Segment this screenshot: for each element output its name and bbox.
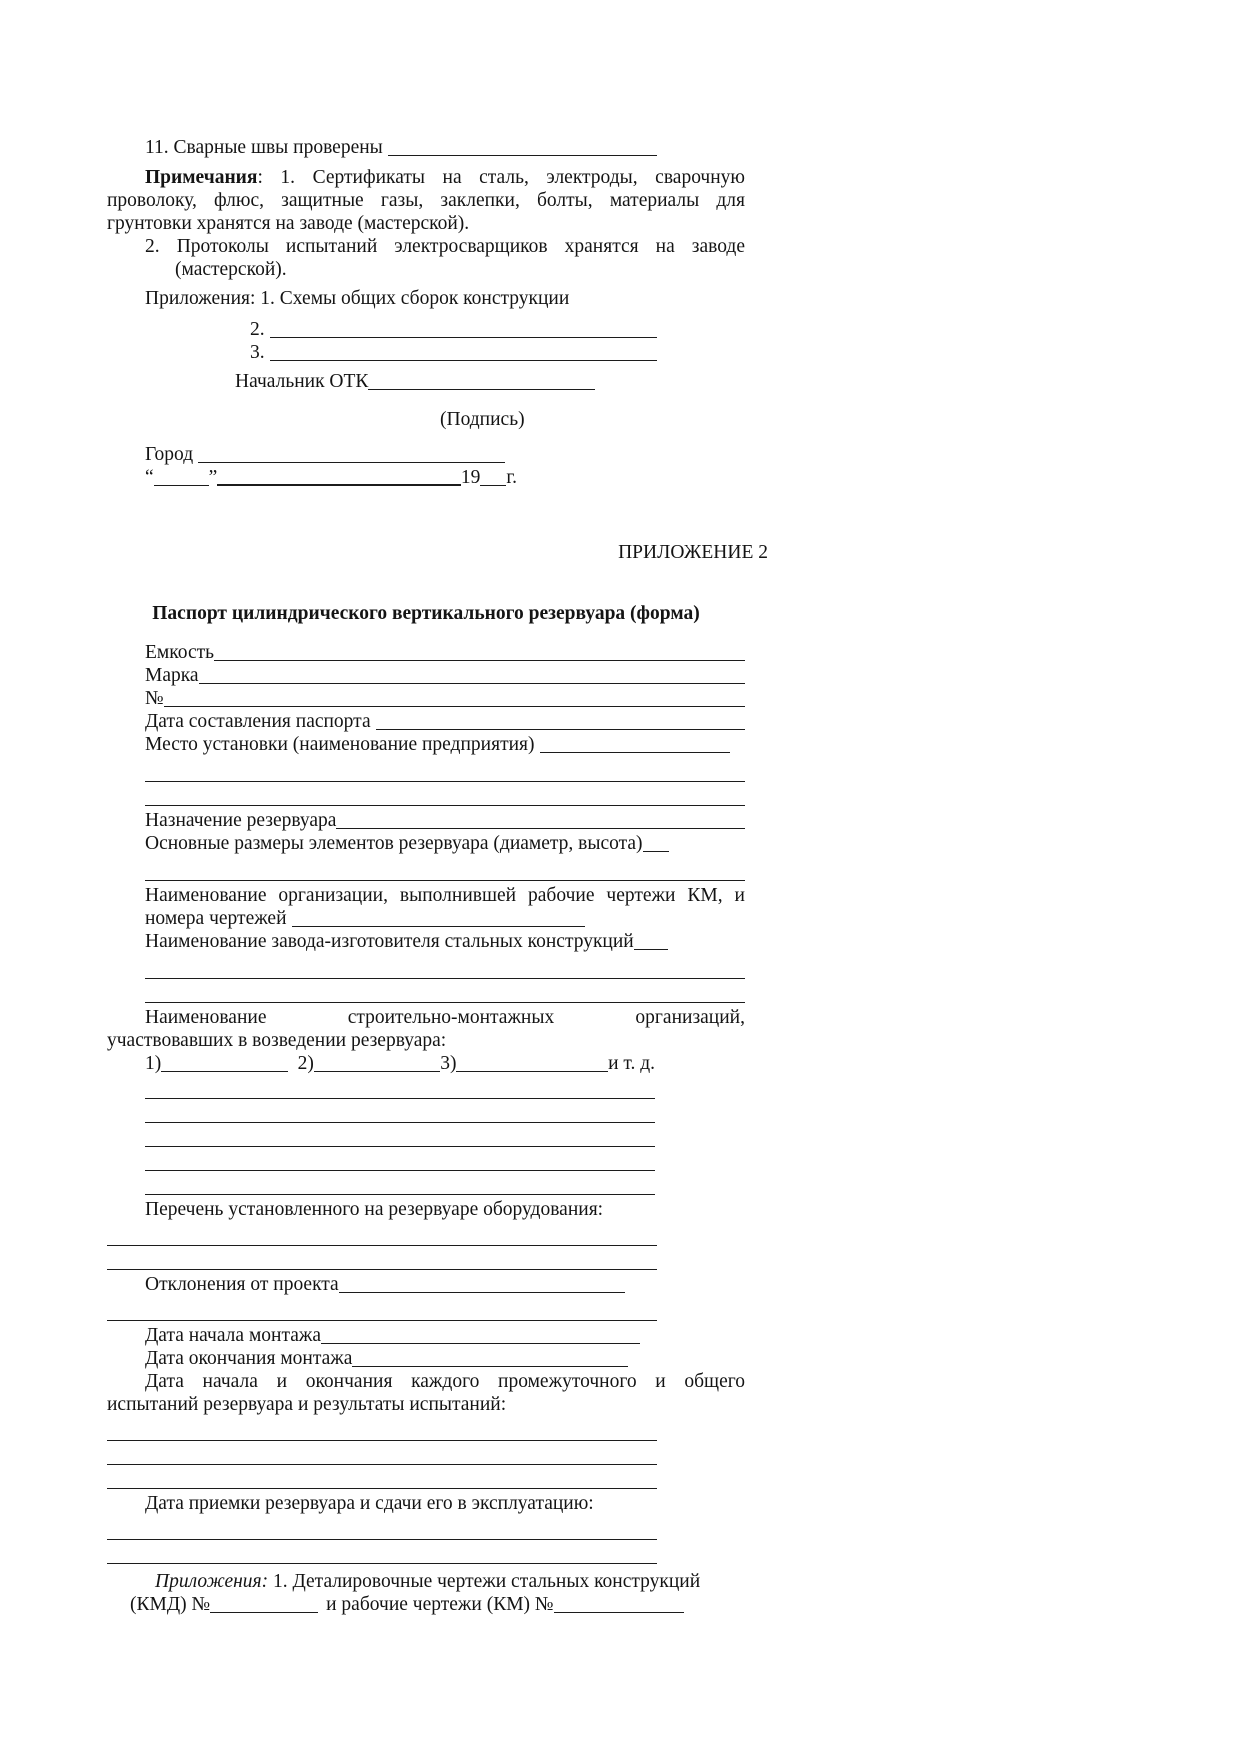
tests-line-1: Дата начала и окончания каждого промежуточного и общего xyxy=(145,1371,745,1392)
notes-item-2-line-2: (мастерской). xyxy=(175,259,287,280)
blank-line xyxy=(145,1102,655,1123)
notes-line-1 xyxy=(107,166,745,189)
manufacturer-label: Наименование завода-изготовителя стальных конструкций xyxy=(145,931,634,952)
montage-end-label: Дата окончания монтажа xyxy=(145,1348,353,1369)
field-mark xyxy=(145,664,745,687)
blank-line xyxy=(145,785,745,806)
field-passport-date xyxy=(145,710,745,733)
blank-line xyxy=(107,1225,657,1246)
blank-line xyxy=(145,1150,655,1171)
km-label: и рабочие чертежи (КМ) № xyxy=(326,1594,554,1615)
blank-fill xyxy=(314,1071,440,1072)
attachments-bottom-line-2 xyxy=(130,1593,745,1616)
enum-2-label: 2) xyxy=(297,1053,314,1074)
blank-fill xyxy=(480,485,506,486)
blank-fill xyxy=(643,851,669,852)
blank-fill xyxy=(210,1612,318,1613)
city-line xyxy=(145,443,505,466)
blank-line xyxy=(107,1444,657,1465)
blank-fill xyxy=(270,337,657,338)
blank-fill xyxy=(634,949,668,950)
field-drawing-numbers xyxy=(145,907,585,930)
blank-line xyxy=(145,860,745,881)
blank-line xyxy=(145,761,745,782)
notes-line-2: проволоку, флюс, защитные газы, заклепки, болты, материалы для xyxy=(107,190,745,211)
year-suffix: г. xyxy=(506,467,517,488)
signature-caption: (Подпись) xyxy=(440,409,525,430)
blank-fill xyxy=(388,155,657,156)
blank-fill xyxy=(554,1612,684,1613)
blank-line xyxy=(107,1519,657,1540)
blank-line xyxy=(107,1249,657,1270)
blank-fill xyxy=(336,828,745,829)
attachment-2-label: 2. xyxy=(250,319,265,340)
blank-fill xyxy=(217,484,461,486)
appendix-2-heading: ПРИЛОЖЕНИЕ 2 xyxy=(618,542,768,563)
blank-line xyxy=(145,1078,655,1099)
date-line xyxy=(145,466,517,489)
attachment-item-3 xyxy=(250,341,657,364)
blank-fill xyxy=(161,1071,287,1072)
install-place-label: Место установки (наименование предприятия) xyxy=(145,734,535,755)
weld-seams-label: 11. Сварные швы проверены xyxy=(145,137,383,158)
mark-label: Марка xyxy=(145,665,199,686)
blank-fill xyxy=(154,485,209,486)
capacity-label: Емкость xyxy=(145,642,215,663)
field-dimensions xyxy=(145,832,745,855)
blank-fill xyxy=(292,926,585,927)
year-prefix: 19 xyxy=(460,467,481,488)
blank-line xyxy=(107,1543,657,1564)
design-org-line: Наименование организации, выполнившей рабочие чертежи КМ, и xyxy=(145,885,745,906)
blank-fill xyxy=(164,706,745,707)
enum-1-label: 1) xyxy=(145,1053,162,1074)
blank-fill xyxy=(214,660,745,661)
field-montage-start xyxy=(145,1324,640,1347)
blank-fill xyxy=(339,1292,625,1293)
enum-3-label: 3) xyxy=(440,1053,457,1074)
passport-date-label: Дата составления паспорта xyxy=(145,711,371,732)
enum-etc-label: и т. д. xyxy=(608,1053,656,1074)
attachments-heading-line: Приложения: 1. Схемы общих сборок конструкции xyxy=(145,288,570,309)
equipment-heading: Перечень установленного на резервуаре оборудования: xyxy=(145,1199,604,1220)
blank-fill xyxy=(199,683,745,684)
close-quote: ” xyxy=(208,467,218,488)
blank-line xyxy=(107,1468,657,1489)
purpose-label: Назначение резервуара xyxy=(145,810,337,831)
blank-fill xyxy=(368,389,595,390)
blank-line xyxy=(107,1300,657,1321)
field-number xyxy=(145,687,745,710)
notes-label: Примечания xyxy=(145,167,258,188)
number-label: № xyxy=(145,688,164,709)
field-montage-end xyxy=(145,1347,628,1370)
drawing-numbers-label: номера чертежей xyxy=(145,908,287,929)
builders-line-1: Наименование строительно-монтажных организаций, xyxy=(145,1007,745,1028)
city-label: Город xyxy=(145,444,194,465)
blank-fill xyxy=(376,729,745,730)
blank-fill xyxy=(456,1071,608,1072)
blank-fill xyxy=(198,462,505,463)
blank-line xyxy=(107,1420,657,1441)
notes-text-1: : 1. Сертификаты на сталь, электроды, сварочную xyxy=(257,167,745,188)
attachments-italic-label: Приложения: xyxy=(155,1571,269,1592)
otk-label: Начальник ОТК xyxy=(235,371,369,392)
acceptance-heading: Дата приемки резервуара и сдачи его в эксплуатацию: xyxy=(145,1493,594,1514)
field-manufacturer xyxy=(145,930,745,953)
attachment-3-label: 3. xyxy=(250,342,265,363)
notes-item-2-line-1: 2. Протоколы испытаний электросварщиков хранятся на заводе xyxy=(145,236,745,257)
builders-line-2: участвовавших в возведении резервуара: xyxy=(107,1030,447,1051)
deviations-label: Отклонения от проекта xyxy=(145,1274,339,1295)
tests-line-2: испытаний резервуара и результаты испытаний: xyxy=(107,1394,507,1415)
blank-line xyxy=(145,982,745,1003)
otk-signature-line xyxy=(235,370,595,393)
passport-title: Паспорт цилиндрического вертикального резервуара (форма) xyxy=(152,603,700,624)
blank-line xyxy=(145,1126,655,1147)
dimensions-label: Основные размеры элементов резервуара (диаметр, высота) xyxy=(145,833,643,854)
attachment-item-2 xyxy=(250,318,657,341)
attachments-rest: 1. Деталировочные чертежи стальных конструкций xyxy=(268,1571,701,1592)
attachments-bottom-line-1 xyxy=(107,1570,745,1593)
blank-line xyxy=(145,1174,655,1195)
kmd-label: (КМД) № xyxy=(130,1594,211,1615)
blank-fill xyxy=(321,1343,640,1344)
field-capacity xyxy=(145,641,745,664)
open-quote: “ xyxy=(145,467,154,488)
blank-fill xyxy=(352,1366,628,1367)
montage-start-label: Дата начала монтажа xyxy=(145,1325,322,1346)
builders-enum-line xyxy=(145,1052,655,1075)
field-install-place xyxy=(145,733,730,756)
notes-line-3: грунтовки хранятся на заводе (мастерской). xyxy=(107,213,470,234)
weld-seams-line xyxy=(145,136,657,159)
text-column xyxy=(107,0,768,1616)
field-purpose xyxy=(145,809,745,832)
blank-fill xyxy=(540,752,731,753)
blank-line xyxy=(145,958,745,979)
field-deviations xyxy=(145,1273,625,1296)
blank-fill xyxy=(270,360,657,361)
